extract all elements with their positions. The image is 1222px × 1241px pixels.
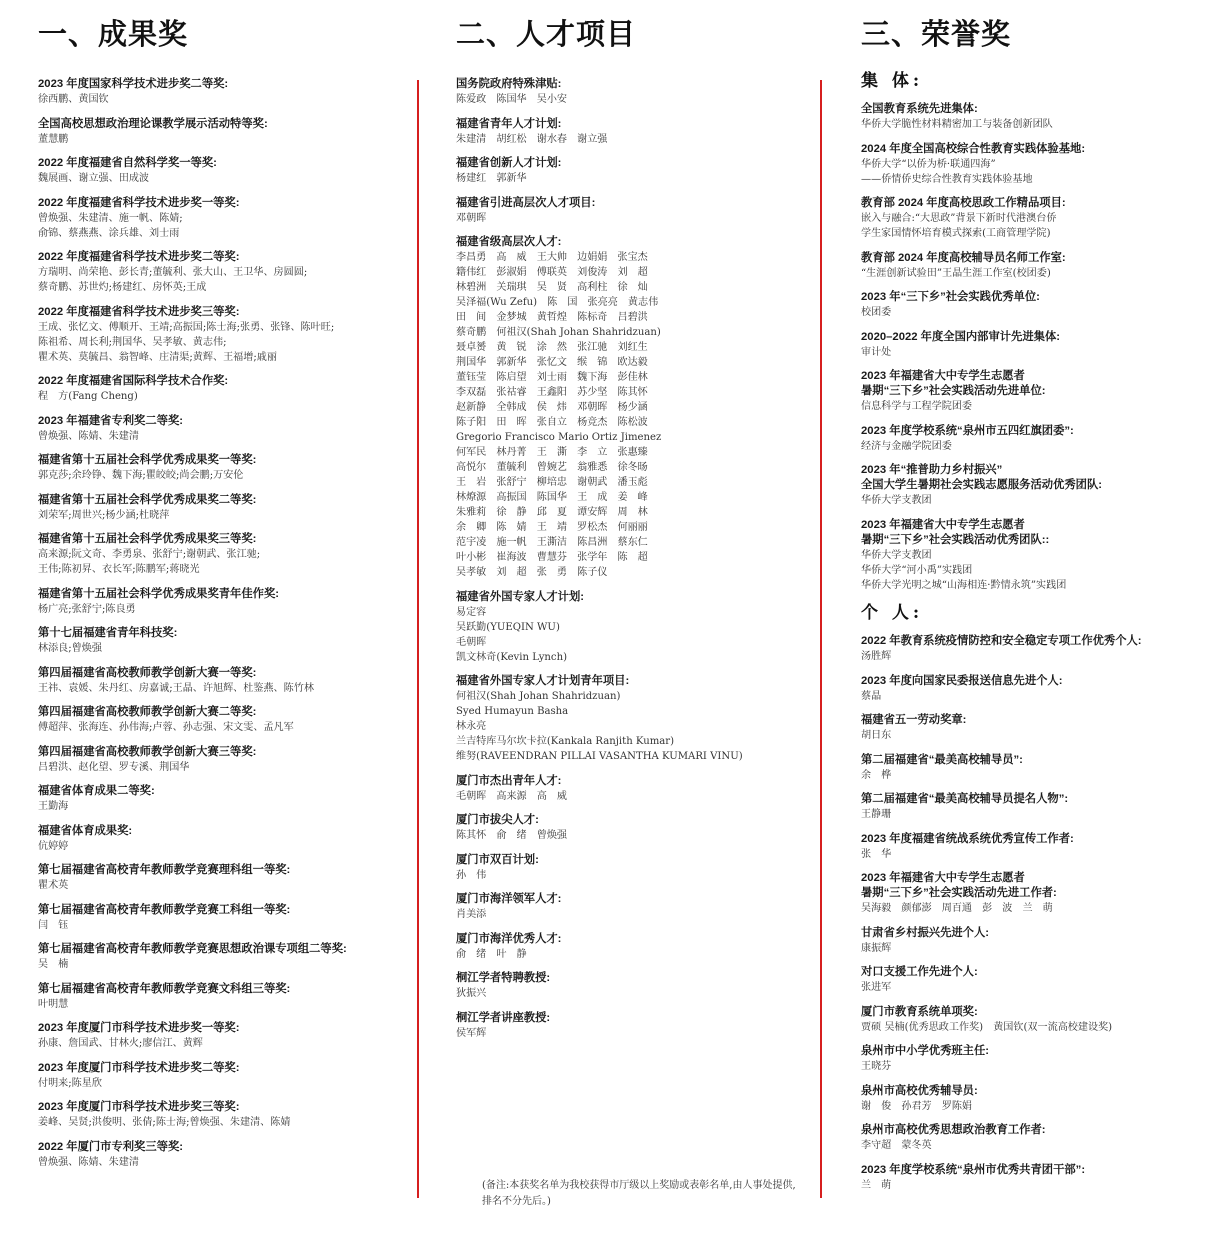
award-entry xyxy=(38,1021,408,1051)
recipient-line: 信息科学与工程学院团委 xyxy=(861,401,973,412)
award-entry xyxy=(456,235,811,580)
recipient-line: 凯文林奇(Kevin Lynch) xyxy=(456,651,568,663)
recipient-line: 华侨大学支教团 xyxy=(861,495,932,506)
award-heading: 2023 年度国家科学技术进步奖二等奖: xyxy=(38,78,229,90)
award-entry xyxy=(38,824,408,854)
group-subheading: 个 人: xyxy=(861,603,924,623)
award-heading: 厦门市教育系统单项奖: xyxy=(861,1005,978,1018)
recipient-line: 毛朝晖 xyxy=(456,636,487,648)
recipient-line: 余 桦 xyxy=(861,769,892,781)
recipient-line: 魏展画、谢立强、田成波 xyxy=(38,173,150,184)
recipient-line: 林燎源 高振国 陈国华 王 成 姜 峰 xyxy=(456,492,648,503)
award-heading: 全国大学生暑期社会实践志愿服务活动优秀团队: xyxy=(861,479,1102,491)
recipient-line: 吴泽福(Wu Zefu) 陈 国 张亮亮 黄志伟 xyxy=(456,297,659,308)
recipient-line: 程 方(Fang Cheng) xyxy=(38,391,138,402)
award-heading: 福建省创新人才计划: xyxy=(456,157,562,169)
award-entry xyxy=(861,369,1211,414)
recipient-line: 肖美添 xyxy=(456,909,487,920)
recipient-line: 李昌勇 高 威 王大帅 边娟娟 张宝杰 xyxy=(456,252,648,263)
recipient-line: 高来源;阮文奇、李勇泉、张舒宁;谢朝武、张江驰; xyxy=(38,549,261,560)
recipient-line: 姜峰、吴贤;洪俊明、张倩;陈士海;曾焕强、朱建清、陈婧 xyxy=(38,1117,291,1128)
award-heading: 2023 年度厦门市科学技术进步奖一等奖: xyxy=(38,1022,240,1034)
group-entries xyxy=(861,102,1211,593)
recipient-line: 高悦尔 董毓利 曾婉艺 翁雅悉 徐冬旸 xyxy=(456,462,648,473)
recipient-line: 曾焕强、陈婧、朱建清 xyxy=(38,430,139,442)
award-entry xyxy=(861,330,1211,360)
recipient-line: 方瑞明、尚荣艳、彭长青;董毓利、张大山、王卫华、房圆圆; xyxy=(38,267,308,278)
award-heading: 教育部 2024 年度高校思政工作精品项目: xyxy=(861,197,1066,209)
recipient-line: 赵新静 全韩成 侯 炜 邓朝晖 杨少涵 xyxy=(456,402,648,413)
recipient-line: 荆国华 郭新华 张忆文 缑 锦 欧达毅 xyxy=(456,357,648,368)
recipient-line: 何军民 林丹菁 王 澌 李 立 张惠臻 xyxy=(456,447,648,458)
recipient-line: “生涯创新试验田”王晶生涯工作室(校团委) xyxy=(861,267,1051,279)
award-entry xyxy=(861,1044,1211,1074)
award-entry xyxy=(861,290,1211,320)
recipient-line: 孙康、詹国武、甘林火;廖信江、黄辉 xyxy=(38,1038,203,1049)
award-heading: 2022 年度福建省科学技术进步奖二等奖: xyxy=(38,251,240,263)
recipient-line: 林永亮 xyxy=(456,721,487,732)
award-entry xyxy=(456,117,811,147)
footnote: (备注:本获奖名单为我校获得市厅级以上奖励或表彰名单,由人事处提供,排名不分先后。) xyxy=(482,1180,796,1207)
award-heading: 2022 年度福建省科学技术进步奖三等奖: xyxy=(38,305,240,318)
award-heading: 2023 年度学校系统“泉州市优秀共青团干部”: xyxy=(861,1163,1086,1176)
award-heading: 第四届福建省高校教师教学创新大赛三等奖: xyxy=(38,745,257,758)
award-entry xyxy=(861,518,1211,593)
award-heading: 泉州市高校优秀辅导员: xyxy=(861,1084,978,1097)
award-entry xyxy=(38,117,408,147)
award-heading: 福建省五一劳动奖章: xyxy=(861,714,967,726)
award-entry xyxy=(38,666,408,696)
recipient-line: 余 卿 陈 婧 王 靖 罗松杰 何丽丽 xyxy=(456,522,648,533)
recipient-line: 蔡晶 xyxy=(861,690,882,702)
award-heading: 2020–2022 年度全国内部审计先进集体: xyxy=(861,330,1061,343)
award-heading: 福建省体育成果奖: xyxy=(38,824,133,837)
recipient-line: 陈子阳 田 晖 张自立 杨竞杰 陈松波 xyxy=(456,417,648,428)
award-entry xyxy=(861,142,1211,187)
award-entry xyxy=(38,1100,408,1130)
recipient-line: 闫 钰 xyxy=(38,919,69,931)
award-heading: 2023 年度厦门市科学技术进步奖三等奖: xyxy=(38,1101,240,1113)
recipient-line: 谢 俊 孙君芳 罗陈娟 xyxy=(861,1100,973,1112)
award-entry xyxy=(861,1123,1211,1153)
award-entry xyxy=(38,587,408,617)
recipient-line: 华侨大学“以侨为桥·联通四海” xyxy=(861,158,996,170)
recipient-line: 刘荣军;周世兴;杨少涵;杜晓萍 xyxy=(38,509,170,521)
recipient-line: 毛朝晖 高来源 高 威 xyxy=(456,790,568,802)
award-entry xyxy=(38,305,408,365)
award-heading: 福建省外国专家人才计划青年项目: xyxy=(456,675,630,687)
recipient-line: 孙 伟 xyxy=(456,869,487,881)
recipient-line: 王晓芬 xyxy=(861,1061,892,1072)
recipient-line: 陈祖希、周长利;荆国华、吴孝敏、黄志伟; xyxy=(38,336,227,348)
award-entry xyxy=(456,813,811,843)
award-entry xyxy=(38,942,408,972)
award-heading: 厦门市海洋领军人才: xyxy=(456,893,562,905)
award-entry xyxy=(38,626,408,656)
column-divider xyxy=(417,80,419,1198)
recipient-line: 华侨大学“河小禹”实践团 xyxy=(861,564,973,576)
recipient-line: 何祖汉(Shah Johan Shahridzuan) xyxy=(456,691,621,702)
award-entry xyxy=(861,1163,1211,1193)
award-entry xyxy=(456,932,811,962)
award-heading: 第二届福建省“最美高校辅导员”: xyxy=(861,753,1023,766)
recipient-line: 嵌入与融合:“大思政”背景下新时代港澳台侨 xyxy=(861,213,1057,224)
award-heading: 福建省第十五届社会科学优秀成果奖一等奖: xyxy=(38,454,257,466)
award-heading: 2023 年度厦门市科学技术进步奖二等奖: xyxy=(38,1061,240,1074)
recipient-line: 曾焕强、朱建清、施一帆、陈婧; xyxy=(38,212,183,224)
award-heading: 2023 年福建省大中专学生志愿者 xyxy=(861,518,1025,531)
award-entry xyxy=(38,705,408,735)
recipient-line: 王静珊 xyxy=(861,809,892,820)
award-entry xyxy=(38,374,408,404)
award-entry xyxy=(38,77,408,107)
award-entry xyxy=(456,774,811,804)
award-entry xyxy=(38,745,408,775)
award-entry xyxy=(861,832,1211,862)
award-entry xyxy=(38,493,408,523)
award-entry xyxy=(38,903,408,933)
award-heading: 第七届福建省高校青年教师教学竞赛工科组一等奖: xyxy=(38,903,291,916)
recipient-line: 籍伟红 彭淑娟 傅联英 刘俊涛 刘 超 xyxy=(456,267,648,278)
recipient-line: 朱建清 胡红松 谢水春 谢立强 xyxy=(456,133,608,145)
group-subheading: 集 体: xyxy=(861,71,924,91)
recipient-line: 杨广亮;张舒宁;陈良勇 xyxy=(38,603,136,615)
award-heading: 厦门市双百计划: xyxy=(456,853,539,866)
award-entry xyxy=(861,926,1211,956)
recipient-line: 经济与金融学院团委 xyxy=(861,440,952,452)
award-entry xyxy=(38,982,408,1012)
award-heading: 福建省第十五届社会科学优秀成果奖三等奖: xyxy=(38,533,257,545)
recipient-line: 康振辉 xyxy=(861,942,892,954)
recipient-line: 付明来;陈星欣 xyxy=(38,1077,102,1089)
recipient-line: 蔡奇鹏、苏世灼;杨建红、房怀英;王成 xyxy=(38,282,207,293)
award-entry xyxy=(456,853,811,883)
recipient-line: Gregorio Francisco Mario Ortiz Jimenez xyxy=(456,432,662,443)
award-heading: 2022 年度福建省科学技术进步奖一等奖: xyxy=(38,196,240,209)
award-entry xyxy=(861,424,1211,454)
award-entry xyxy=(456,156,811,186)
award-heading: 福建省青年人才计划: xyxy=(456,117,562,130)
recipient-line: 王祎、袁媛、朱丹红、房嘉诚;王晶、许旭辉、杜鉴燕、陈竹林 xyxy=(38,682,314,694)
award-heading: 2022 年度福建省自然科学奖一等奖: xyxy=(38,157,217,169)
recipient-line: 吕碧洪、赵化望、罗专溪、荆国华 xyxy=(38,761,190,773)
award-heading: 2023 年福建省大中专学生志愿者 xyxy=(861,872,1025,884)
recipient-line: 维努(RAVEENDRAN PILLAI VASANTHA KUMARI VINU) xyxy=(456,751,743,762)
recipient-line: 华侨大学支教团 xyxy=(861,549,932,561)
award-entry xyxy=(861,713,1211,743)
recipient-line: 聂卓赟 黄 锐 涂 然 张江驰 刘红生 xyxy=(456,342,648,353)
award-heading: 暑期“三下乡”社会实践活动先进单位: xyxy=(861,385,1046,397)
award-heading: 桐江学者特聘教授: xyxy=(456,972,551,984)
recipient-line: 王伟;陈初昇、衣长军;陈鹏军;蒋晓光 xyxy=(38,564,200,575)
recipient-line: 李双磊 张祜睿 王鑫阳 苏少坚 陈其怀 xyxy=(456,387,648,398)
recipient-line: 范宇凌 施一帆 王澌洁 陈昌洲 蔡东仁 xyxy=(456,537,648,548)
award-entry xyxy=(456,892,811,922)
recipient-line: 胡日东 xyxy=(861,730,892,741)
award-heading: 2022 年厦门市专利奖三等奖: xyxy=(38,1140,184,1153)
recipient-line: 校团委 xyxy=(861,307,892,318)
award-entry xyxy=(38,863,408,893)
talent-list xyxy=(456,77,811,1050)
recipient-line: 李守超 蒙冬英 xyxy=(861,1140,932,1151)
award-entry xyxy=(38,414,408,444)
honor-list xyxy=(861,70,1211,1202)
recipient-line: 伉婷婷 xyxy=(38,840,69,852)
award-entry xyxy=(456,1011,811,1041)
award-entry xyxy=(456,196,811,226)
award-entry xyxy=(861,753,1211,783)
award-entry xyxy=(861,634,1211,664)
award-heading: 泉州市中小学优秀班主任: xyxy=(861,1045,990,1057)
award-entry xyxy=(861,196,1211,241)
recipient-line: 杨建红 郭新华 xyxy=(456,173,527,184)
award-heading: 2022 年教育系统疫情防控和安全稳定专项工作优秀个人: xyxy=(861,635,1142,647)
award-entry xyxy=(38,784,408,814)
recipient-line: 张进军 xyxy=(861,982,892,993)
award-heading: 2023 年度福建省统战系统优秀宣传工作者: xyxy=(861,832,1074,845)
award-entry xyxy=(861,792,1211,822)
recipient-line: 瞿术英、莫毓昌、翁智峰、庄清渠;黄辉、王福增;戚丽 xyxy=(38,351,277,363)
award-heading: 第七届福建省高校青年教师教学竞赛理科组一等奖: xyxy=(38,864,291,876)
award-heading: 全国教育系统先进集体: xyxy=(861,103,978,115)
award-heading: 第七届福建省高校青年教师教学竞赛文科组三等奖: xyxy=(38,982,291,995)
column-title: 三、荣誉奖 xyxy=(861,17,1012,51)
recipient-line: 吴 楠 xyxy=(38,959,69,970)
award-entry xyxy=(456,971,811,1001)
column-divider xyxy=(820,80,822,1198)
award-entry xyxy=(861,871,1211,916)
recipient-line: 董钰莹 陈启望 刘士雨 魏下海 彭佳林 xyxy=(456,372,648,383)
award-heading: 2023 年度学校系统“泉州市五四红旗团委”: xyxy=(861,424,1074,437)
award-heading: 2023 年福建省专利奖二等奖: xyxy=(38,414,184,427)
award-heading: 第四届福建省高校教师教学创新大赛一等奖: xyxy=(38,666,257,679)
award-heading: 2023 年度向国家民委报送信息先进个人: xyxy=(861,674,1063,687)
award-heading: 甘肃省乡村振兴先进个人: xyxy=(861,926,990,939)
award-entry xyxy=(861,1084,1211,1114)
recipient-line: 张 华 xyxy=(861,848,892,860)
award-heading: 第四届福建省高校教师教学创新大赛二等奖: xyxy=(38,706,257,718)
recipient-line: 曾焕强、陈婧、朱建清 xyxy=(38,1156,139,1168)
award-heading: 2022 年度福建省国际科学技术合作奖: xyxy=(38,375,229,387)
recipient-line: 田 间 金梦城 黄哲煌 陈标奇 吕碧洪 xyxy=(456,312,648,323)
award-heading: 福建省第十五届社会科学优秀成果奖二等奖: xyxy=(38,493,257,506)
award-heading: 教育部 2024 年度高校辅导员名师工作室: xyxy=(861,251,1066,264)
recipient-line: 兰吉特库马尔坎卡拉(Kankala Ranjith Kumar) xyxy=(456,736,675,747)
award-heading: 2023 年“推普助力乡村振兴” xyxy=(861,464,1003,476)
group-entries xyxy=(861,634,1211,1193)
recipient-line: 王 岩 张舒宁 柳培忠 谢朝武 潘玉彪 xyxy=(456,477,648,488)
recipient-line: ——侨情侨史综合性教育实践体验基地 xyxy=(861,173,1033,185)
recipient-line: 叶明慧 xyxy=(38,998,69,1010)
award-heading: 第二届福建省“最美高校辅导员提名人物”: xyxy=(861,793,1069,805)
award-heading: 桐江学者讲座教授: xyxy=(456,1011,551,1024)
recipient-line: 兰 萌 xyxy=(861,1179,892,1191)
recipient-line: 邓朝晖 xyxy=(456,212,487,224)
award-entry xyxy=(38,1061,408,1091)
recipient-line: 林碧洲 关瑞琪 吴 贤 高利柱 徐 灿 xyxy=(456,282,648,293)
recipient-line: 蔡奇鹏 何祖汉(Shah Johan Shahridzuan) xyxy=(456,327,661,338)
recipient-line: 朱雅莉 徐 静 邱 夏 谭安辉 周 林 xyxy=(456,507,648,518)
recipient-line: 王勤海 xyxy=(38,801,69,812)
recipient-line: 吴海毅 颜郁澎 周百通 彭 波 兰 萌 xyxy=(861,903,1053,914)
award-entry xyxy=(861,102,1211,132)
award-heading: 福建省引进高层次人才项目: xyxy=(456,196,596,209)
award-heading: 泉州市高校优秀思想政治教育工作者: xyxy=(861,1124,1046,1136)
column-title: 一、成果奖 xyxy=(38,17,189,51)
award-entry xyxy=(456,590,811,665)
award-heading: 福建省体育成果二等奖: xyxy=(38,785,155,797)
recipient-line: 叶小彬 崔海波 曹慧芬 张学年 陈 超 xyxy=(456,552,648,563)
award-entry xyxy=(38,196,408,241)
award-entry xyxy=(861,1005,1211,1035)
award-heading: 厦门市海洋优秀人才: xyxy=(456,932,562,945)
recipient-line: 贾硕 吴楠(优秀思政工作奖) 黄国钦(双一流高校建设奖) xyxy=(861,1021,1113,1033)
award-entry xyxy=(38,250,408,295)
award-entry xyxy=(456,77,811,107)
award-heading: 国务院政府特殊津贴: xyxy=(456,78,562,90)
award-heading: 对口支援工作先进个人: xyxy=(861,966,978,978)
recipient-line: 华侨大学脆性材料精密加工与装备创新团队 xyxy=(861,119,1053,130)
award-entry xyxy=(38,532,408,577)
recipient-line: 汤胜辉 xyxy=(861,651,892,662)
recipient-line: 董慧鹏 xyxy=(38,133,69,145)
award-entry xyxy=(861,674,1211,704)
award-heading: 2023 年福建省大中专学生志愿者 xyxy=(861,370,1025,382)
recipient-line: 陈其怀 俞 绪 曾焕强 xyxy=(456,830,568,841)
recipient-line: 学生家国情怀培育模式探索(工商管理学院) xyxy=(861,228,1051,239)
award-heading: 第七届福建省高校青年教师教学竞赛思想政治课专项组二等奖: xyxy=(38,943,347,955)
recipient-line: 吴孝敏 刘 超 张 勇 陈子仪 xyxy=(456,567,608,578)
award-heading: 2023 年“三下乡”社会实践优秀单位: xyxy=(861,291,1040,303)
award-entry xyxy=(38,156,408,186)
award-heading: 福建省第十五届社会科学优秀成果奖青年佳作奖: xyxy=(38,587,279,600)
recipient-line: 吴跃勤(YUEQIN WU) xyxy=(456,621,560,633)
recipient-line: 徐西鹏、黄国钦 xyxy=(38,94,109,105)
recipient-line: 易定容 xyxy=(456,606,487,618)
recipient-line: 陈爱政 陈国华 吴小安 xyxy=(456,94,568,105)
award-heading: 暑期“三下乡”社会实践活动先进工作者: xyxy=(861,887,1057,899)
award-entry xyxy=(38,453,408,483)
award-heading: 2024 年度全国高校综合性教育实践体验基地: xyxy=(861,142,1086,155)
award-list xyxy=(38,77,408,1179)
award-heading: 厦门市杰出青年人才: xyxy=(456,774,562,787)
recipient-line: 狄振兴 xyxy=(456,988,487,999)
award-heading: 暑期“三下乡”社会实践活动优秀团队:: xyxy=(861,533,1050,546)
recipient-line: 华侨大学光明之城“山海相连·黔情永筑”实践团 xyxy=(861,579,1067,591)
award-heading: 福建省级高层次人才: xyxy=(456,236,562,248)
recipient-line: 俞 绪 叶 静 xyxy=(456,948,527,960)
recipient-line: 俞锦、蔡燕燕、涂兵雄、刘士雨 xyxy=(38,227,180,239)
recipient-line: 傅超萍、张海连、孙伟海;卢蓉、孙志强、宋文雯、孟凡军 xyxy=(38,722,294,733)
award-heading: 全国高校思想政治理论课教学展示活动特等奖: xyxy=(38,117,268,130)
award-heading: 厦门市拔尖人才: xyxy=(456,814,539,826)
recipient-line: 侯军辉 xyxy=(456,1027,487,1039)
recipient-line: 林添良;曾焕强 xyxy=(38,643,102,654)
award-entry xyxy=(861,251,1211,281)
award-entry xyxy=(38,1140,408,1170)
award-entry xyxy=(861,965,1211,995)
award-heading: 福建省外国专家人才计划: xyxy=(456,590,585,603)
award-entry xyxy=(456,674,811,764)
recipient-line: 王成、张忆文、傅顺开、王靖;高振国;陈士海;张勇、张锋、陈叶旺; xyxy=(38,321,335,333)
award-entry xyxy=(861,463,1211,508)
recipient-line: 郭克莎;余玲铮、魏下海;瞿皎皎;尚会鹏;万安伦 xyxy=(38,470,244,481)
column-title: 二、人才项目 xyxy=(456,17,637,51)
recipient-line: Syed Humayun Basha xyxy=(456,706,569,717)
award-heading: 第十七届福建省青年科技奖: xyxy=(38,627,178,639)
recipient-line: 审计处 xyxy=(861,346,892,358)
recipient-line: 瞿术英 xyxy=(38,880,69,891)
